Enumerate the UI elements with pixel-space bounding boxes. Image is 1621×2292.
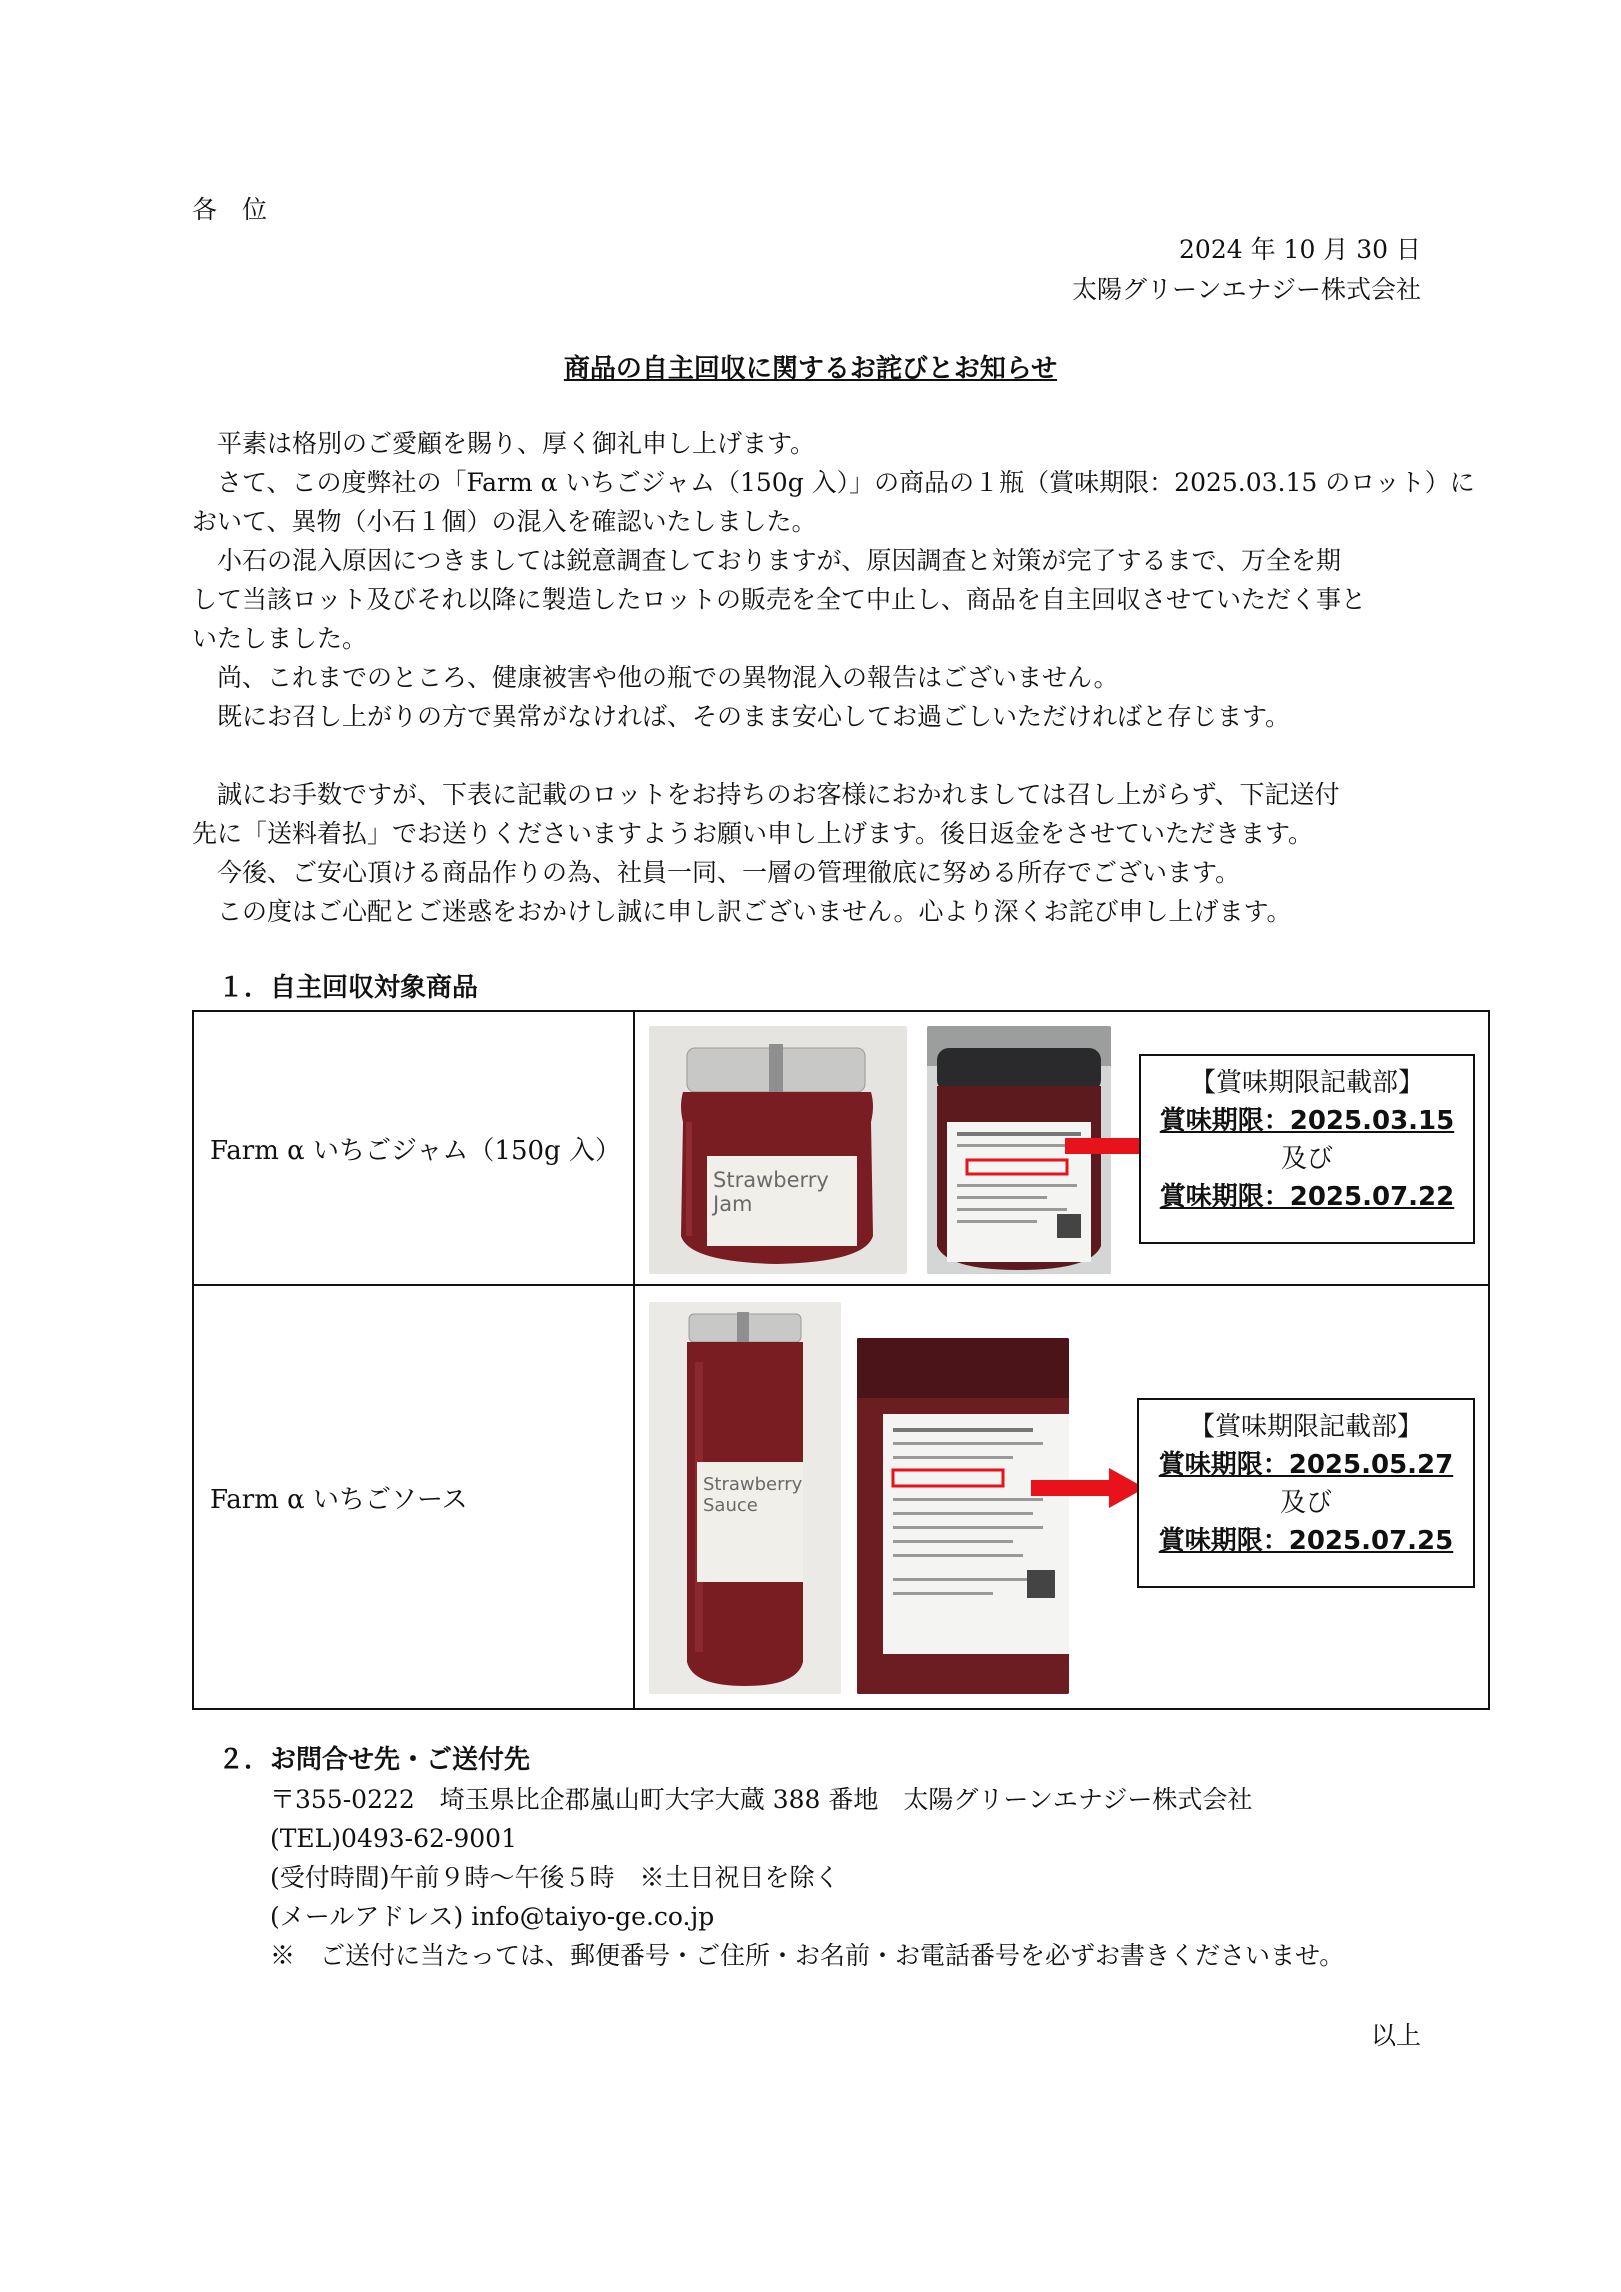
expiry-date-2: 賞味期限：2025.07.25 bbox=[1158, 1526, 1454, 1556]
contact-phone: (TEL)0493-62-9001 bbox=[270, 1824, 517, 1853]
recipients: 各 位 bbox=[192, 195, 268, 224]
arrow-right-icon bbox=[1031, 1466, 1147, 1510]
expiry-connector: 及び bbox=[1280, 1144, 1333, 1174]
sauce-back-photo bbox=[857, 1338, 1069, 1694]
jar-label-line: Sauce bbox=[703, 1495, 758, 1516]
expiry-date-2: 賞味期限：2025.07.22 bbox=[1159, 1182, 1455, 1212]
sauce-front-photo bbox=[649, 1302, 841, 1694]
recall-products-table bbox=[192, 1010, 1490, 1710]
contact-hours: (受付時間)午前９時～午後５時 ※土日祝日を除く bbox=[270, 1863, 840, 1892]
expiry-date-1: 賞味期限：2025.03.15 bbox=[1159, 1106, 1455, 1136]
issue-date: 2024 年 10 月 30 日 bbox=[1179, 235, 1421, 264]
body-line: 今後、ご安心頂ける商品作りの為、社員一同、一層の管理徹底に努める所存でございます。 bbox=[192, 858, 1241, 887]
body-line: 平素は格別のご愛顧を賜り、厚く御礼申し上げます。 bbox=[192, 429, 816, 458]
jam-jar-image bbox=[649, 1026, 907, 1274]
body-line: して当該ロット及びそれ以降に製造したロットの販売を全て中止し、商品を自主回収させていただく事と bbox=[192, 585, 1367, 614]
product-name-cell bbox=[193, 1285, 634, 1709]
product-image-cell bbox=[634, 1011, 1489, 1285]
body-line: 先に「送料着払」でお送りくださいますようお願い申し上げます。後日返金をさせていただきます。 bbox=[192, 819, 1314, 848]
expiry-info-box bbox=[1139, 1054, 1475, 1244]
product-name: Farm α いちごジャム（150g 入） bbox=[210, 1135, 621, 1166]
page-title: 商品の自主回収に関するお詫びとお知らせ bbox=[563, 354, 1058, 384]
body-line: 尚、これまでのところ、健康被害や他の瓶での異物混入の報告はございません。 bbox=[192, 663, 1119, 692]
body-line: 小石の混入原因につきましては鋭意調査しておりますが、原因調査と対策が完了するまで、万全を期 bbox=[192, 546, 1342, 575]
issuer-company: 太陽グリーンエナジー株式会社 bbox=[1071, 275, 1421, 304]
expiry-info-box bbox=[1137, 1398, 1475, 1588]
jar-label-line: Strawberry bbox=[713, 1168, 829, 1192]
product-name-cell bbox=[193, 1011, 634, 1285]
expiry-date-1: 賞味期限：2025.05.27 bbox=[1158, 1450, 1454, 1480]
table-row bbox=[193, 1285, 1489, 1709]
section2-heading: ２．お問合せ先・ご送付先 bbox=[218, 1745, 531, 1775]
jar-label bbox=[703, 1474, 802, 1516]
jam-front-photo bbox=[649, 1026, 907, 1274]
contact-email: (メールアドレス) info@taiyo-ge.co.jp bbox=[270, 1902, 715, 1931]
body-line: おいて、異物（小石１個）の混入を確認いたしました。 bbox=[192, 507, 817, 536]
body-line: 誠にお手数ですが、下表に記載のロットをお持ちのお客様におかれましては召し上がらず、下記送付 bbox=[192, 780, 1340, 809]
sauce-label-image bbox=[857, 1338, 1069, 1694]
shipping-note: ※ ご送付に当たっては、郵便番号・ご住所・お名前・お電話番号を必ずお書きくださいませ。 bbox=[270, 1941, 1345, 1970]
closing-mark: 以上 bbox=[1370, 2021, 1421, 2050]
expiry-box-title: 【賞味期限記載部】 bbox=[1189, 1068, 1424, 1098]
body-line: さて、この度弊社の「Farm α いちごジャム（150g 入）」の商品の１瓶（賞味期限：2025.03.15 のロット）に bbox=[192, 468, 1475, 497]
table-row bbox=[193, 1011, 1489, 1285]
expiry-box-title: 【賞味期限記載部】 bbox=[1188, 1412, 1423, 1442]
body-line: この度はご心配とご迷惑をおかけし誠に申し訳ございません。心より深くお詫び申し上げます。 bbox=[192, 897, 1292, 926]
product-name: Farm α いちごソース bbox=[210, 1484, 468, 1515]
section1-heading: １．自主回収対象商品 bbox=[218, 973, 479, 1003]
product-image-cell bbox=[634, 1285, 1489, 1709]
jar-label bbox=[713, 1168, 829, 1216]
contact-address: 〒355-0222 埼玉県比企郡嵐山町大字大蔵 388 番地 太陽グリーンエナジー株式会社 bbox=[270, 1785, 1253, 1814]
body-line: 既にお召し上がりの方で異常がなければ、そのまま安心してお過ごしいただければと存じます。 bbox=[192, 702, 1291, 731]
jar-label-line: Strawberry bbox=[703, 1474, 803, 1495]
expiry-connector: 及び bbox=[1279, 1488, 1332, 1518]
jar-label-line: Jam bbox=[713, 1192, 753, 1216]
body-line: いたしました。 bbox=[192, 624, 368, 653]
